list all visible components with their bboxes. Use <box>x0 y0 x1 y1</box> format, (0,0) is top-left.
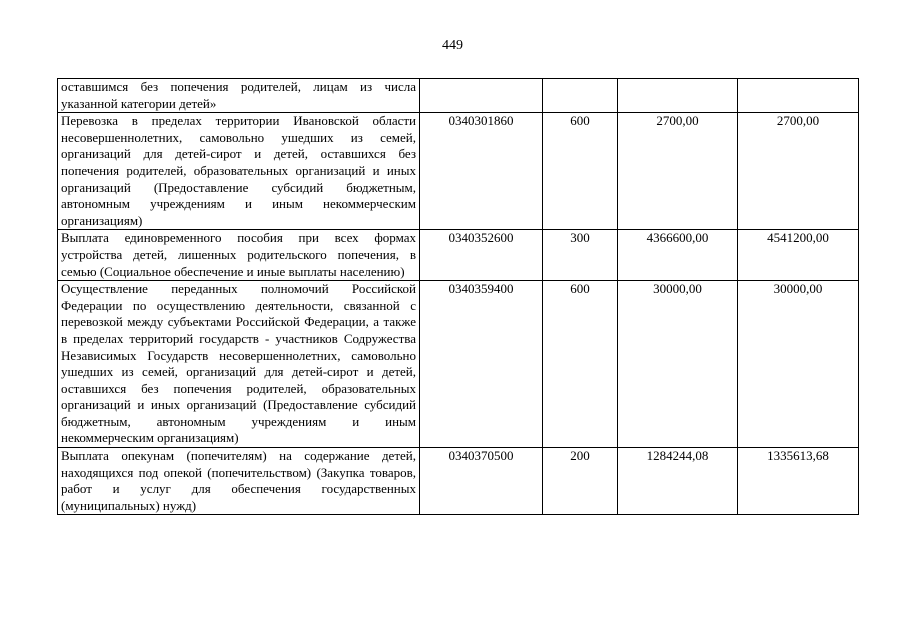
row-target-code: 0340352600 <box>420 230 543 281</box>
row-amount-year-2: 4541200,00 <box>738 230 859 281</box>
row-amount-year-1: 1284244,08 <box>618 448 738 515</box>
table-body <box>58 79 859 515</box>
row-description: Выплата единовременного пособия при всех формах устройства детей, лишенных родительского попечения, в семью (Социальное обеспечение и иные выплаты населению) <box>58 230 420 281</box>
row-amount-year-1: 2700,00 <box>618 113 738 230</box>
row-amount-year-1 <box>618 79 738 113</box>
row-expense-type: 300 <box>543 230 618 281</box>
row-amount-year-2: 2700,00 <box>738 113 859 230</box>
row-amount-year-2: 1335613,68 <box>738 448 859 515</box>
row-expense-type <box>543 79 618 113</box>
table-row <box>58 113 859 230</box>
table-row <box>58 230 859 281</box>
page-number: 449 <box>442 38 463 53</box>
row-description: Осуществление переданных полномочий Российской Федерации по осуществлению деятельности, связанной с перевозкой между субъектами Российской Федерации, а также в пределах территорий государств - участников Содружества Независимых Государств несовершеннолетних, самовольно ушедших из семей, организаций для детей-сирот и детей, оставшихся без попечения родителей, образовательных организаций и иных организаций (Предоставление субсидий бюджетным, автономным учреждениям и иным некоммерческим организациям) <box>58 281 420 448</box>
row-amount-year-1: 30000,00 <box>618 281 738 448</box>
table-row <box>58 448 859 515</box>
row-target-code: 0340359400 <box>420 281 543 448</box>
row-target-code: 0340370500 <box>420 448 543 515</box>
row-description: Перевозка в пределах территории Ивановской области несовершеннолетних, самовольно ушедших из семей, организаций для детей-сирот и детей, оставшихся без попечения родителей, образовательных организаций и иных организаций (Предоставление субсидий бюджетным, автономным учреждениям и иным некоммерческим организациям) <box>58 113 420 230</box>
row-description: Выплата опекунам (попечителям) на содержание детей, находящихся под опекой (попечительством) (Закупка товаров, работ и услуг для обеспечения государственных (муниципальных) нужд) <box>58 448 420 515</box>
row-expense-type: 600 <box>543 113 618 230</box>
row-target-code <box>420 79 543 113</box>
row-expense-type: 200 <box>543 448 618 515</box>
budget-table <box>57 78 859 515</box>
table-row <box>58 281 859 448</box>
row-description: оставшимся без попечения родителей, лицам из числа указанной категории детей» <box>58 79 420 113</box>
row-expense-type: 600 <box>543 281 618 448</box>
row-target-code: 0340301860 <box>420 113 543 230</box>
row-amount-year-1: 4366600,00 <box>618 230 738 281</box>
row-amount-year-2: 30000,00 <box>738 281 859 448</box>
table-row <box>58 79 859 113</box>
row-amount-year-2 <box>738 79 859 113</box>
